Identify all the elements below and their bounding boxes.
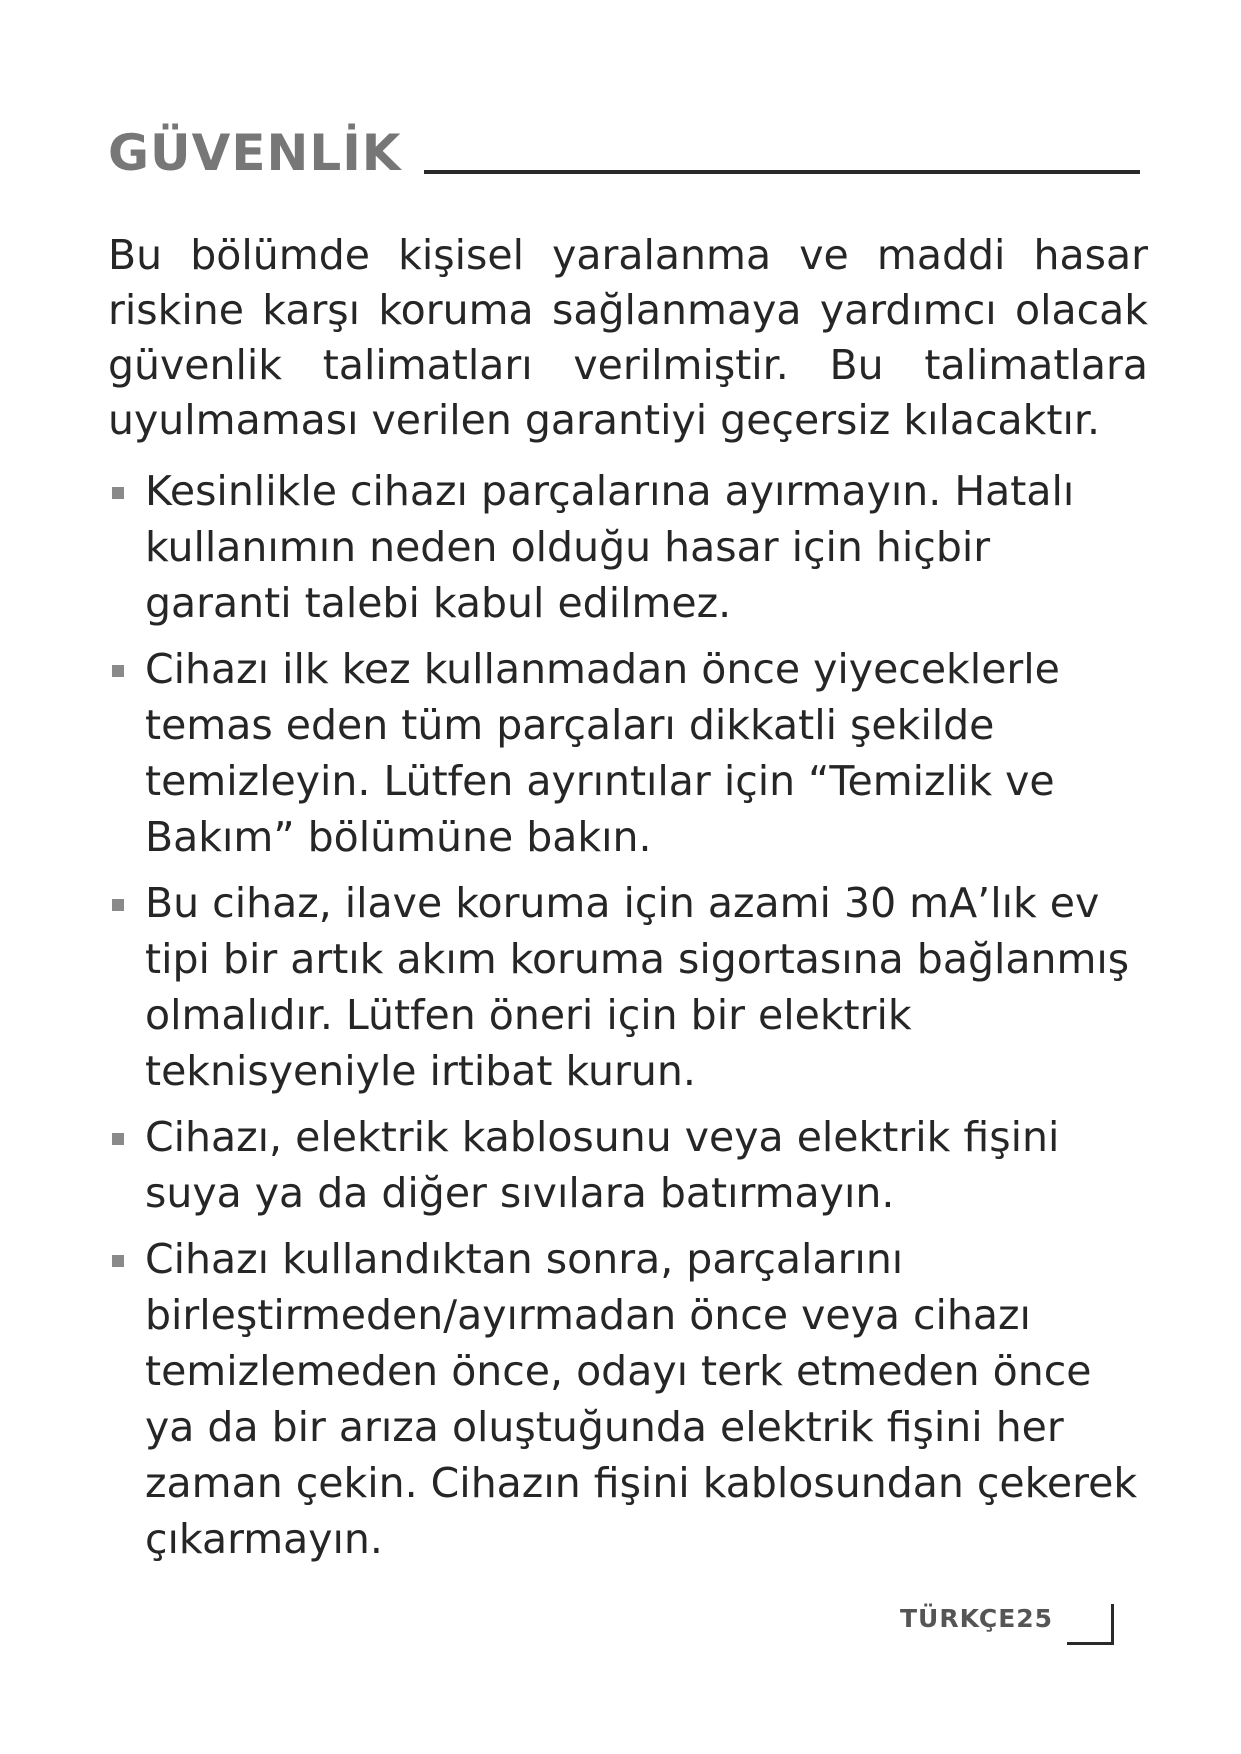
- list-item-text: Bu cihaz, ilave koruma için azami 30 mA’lık ev tipi bir artık akım koruma sigortasına bağlanmış olmalıdır. Lütfen öneri için bir elektrik teknisyeniyle irtibat kurun.: [145, 879, 1130, 1095]
- list-item-text: Cihazı kullandıktan sonra, parçalarını birleştirmeden/ayırmadan önce veya cihazı temizlemeden önce, odayı terk etmeden önce ya da bir arıza oluştuğunda elektrik fişini her zaman çekin. Cihazın fişini kablosundan çekerek çıkarmayın.: [145, 1235, 1138, 1563]
- list-item: [108, 641, 1148, 865]
- footer-label: [900, 1606, 1053, 1631]
- list-item-text: Cihazı ilk kez kullanmadan önce yiyeceklerle temas eden tüm parçaları dikkatli şekilde temizleyin. Lütfen ayrıntılar için “Temizlik ve Bakım” bölümüne bakın.: [145, 645, 1060, 861]
- list-item: [108, 1231, 1148, 1567]
- square-bullet-icon: [112, 1133, 124, 1145]
- square-bullet-icon: [112, 899, 124, 911]
- corner-mark-icon: [1067, 1604, 1114, 1645]
- list-item-text: Cihazı, elektrik kablosunu veya elektrik fişini suya ya da diğer sıvılara batırmayın.: [145, 1113, 1060, 1217]
- list-item-text: Kesinlikle cihazı parçalarına ayırmayın. Hatalı kullanımın neden olduğu hasar için hiçbir garanti talebi kabul edilmez.: [145, 467, 1075, 627]
- safety-list: [108, 463, 1148, 1577]
- heading-rule: [424, 170, 1140, 174]
- section-title: GÜVENLİK: [108, 124, 402, 182]
- square-bullet-icon: [112, 665, 124, 677]
- page-footer: [900, 1604, 1114, 1645]
- page-number: 25: [1016, 1604, 1054, 1633]
- square-bullet-icon: [112, 487, 124, 499]
- list-item: [108, 1109, 1148, 1221]
- list-item: [108, 463, 1148, 631]
- list-item: [108, 875, 1148, 1099]
- intro-paragraph: Bu bölümde kişisel yaralanma ve maddi hasar riskine karşı koruma sağlanmaya yardımcı olacak güvenlik talimatları verilmiştir. Bu talimatlara uyulmaması verilen garantiyi geçersiz kılacaktır.: [108, 231, 1148, 444]
- footer-language: TÜRKÇE: [900, 1604, 1017, 1633]
- section-header: [108, 124, 1140, 182]
- square-bullet-icon: [112, 1255, 124, 1267]
